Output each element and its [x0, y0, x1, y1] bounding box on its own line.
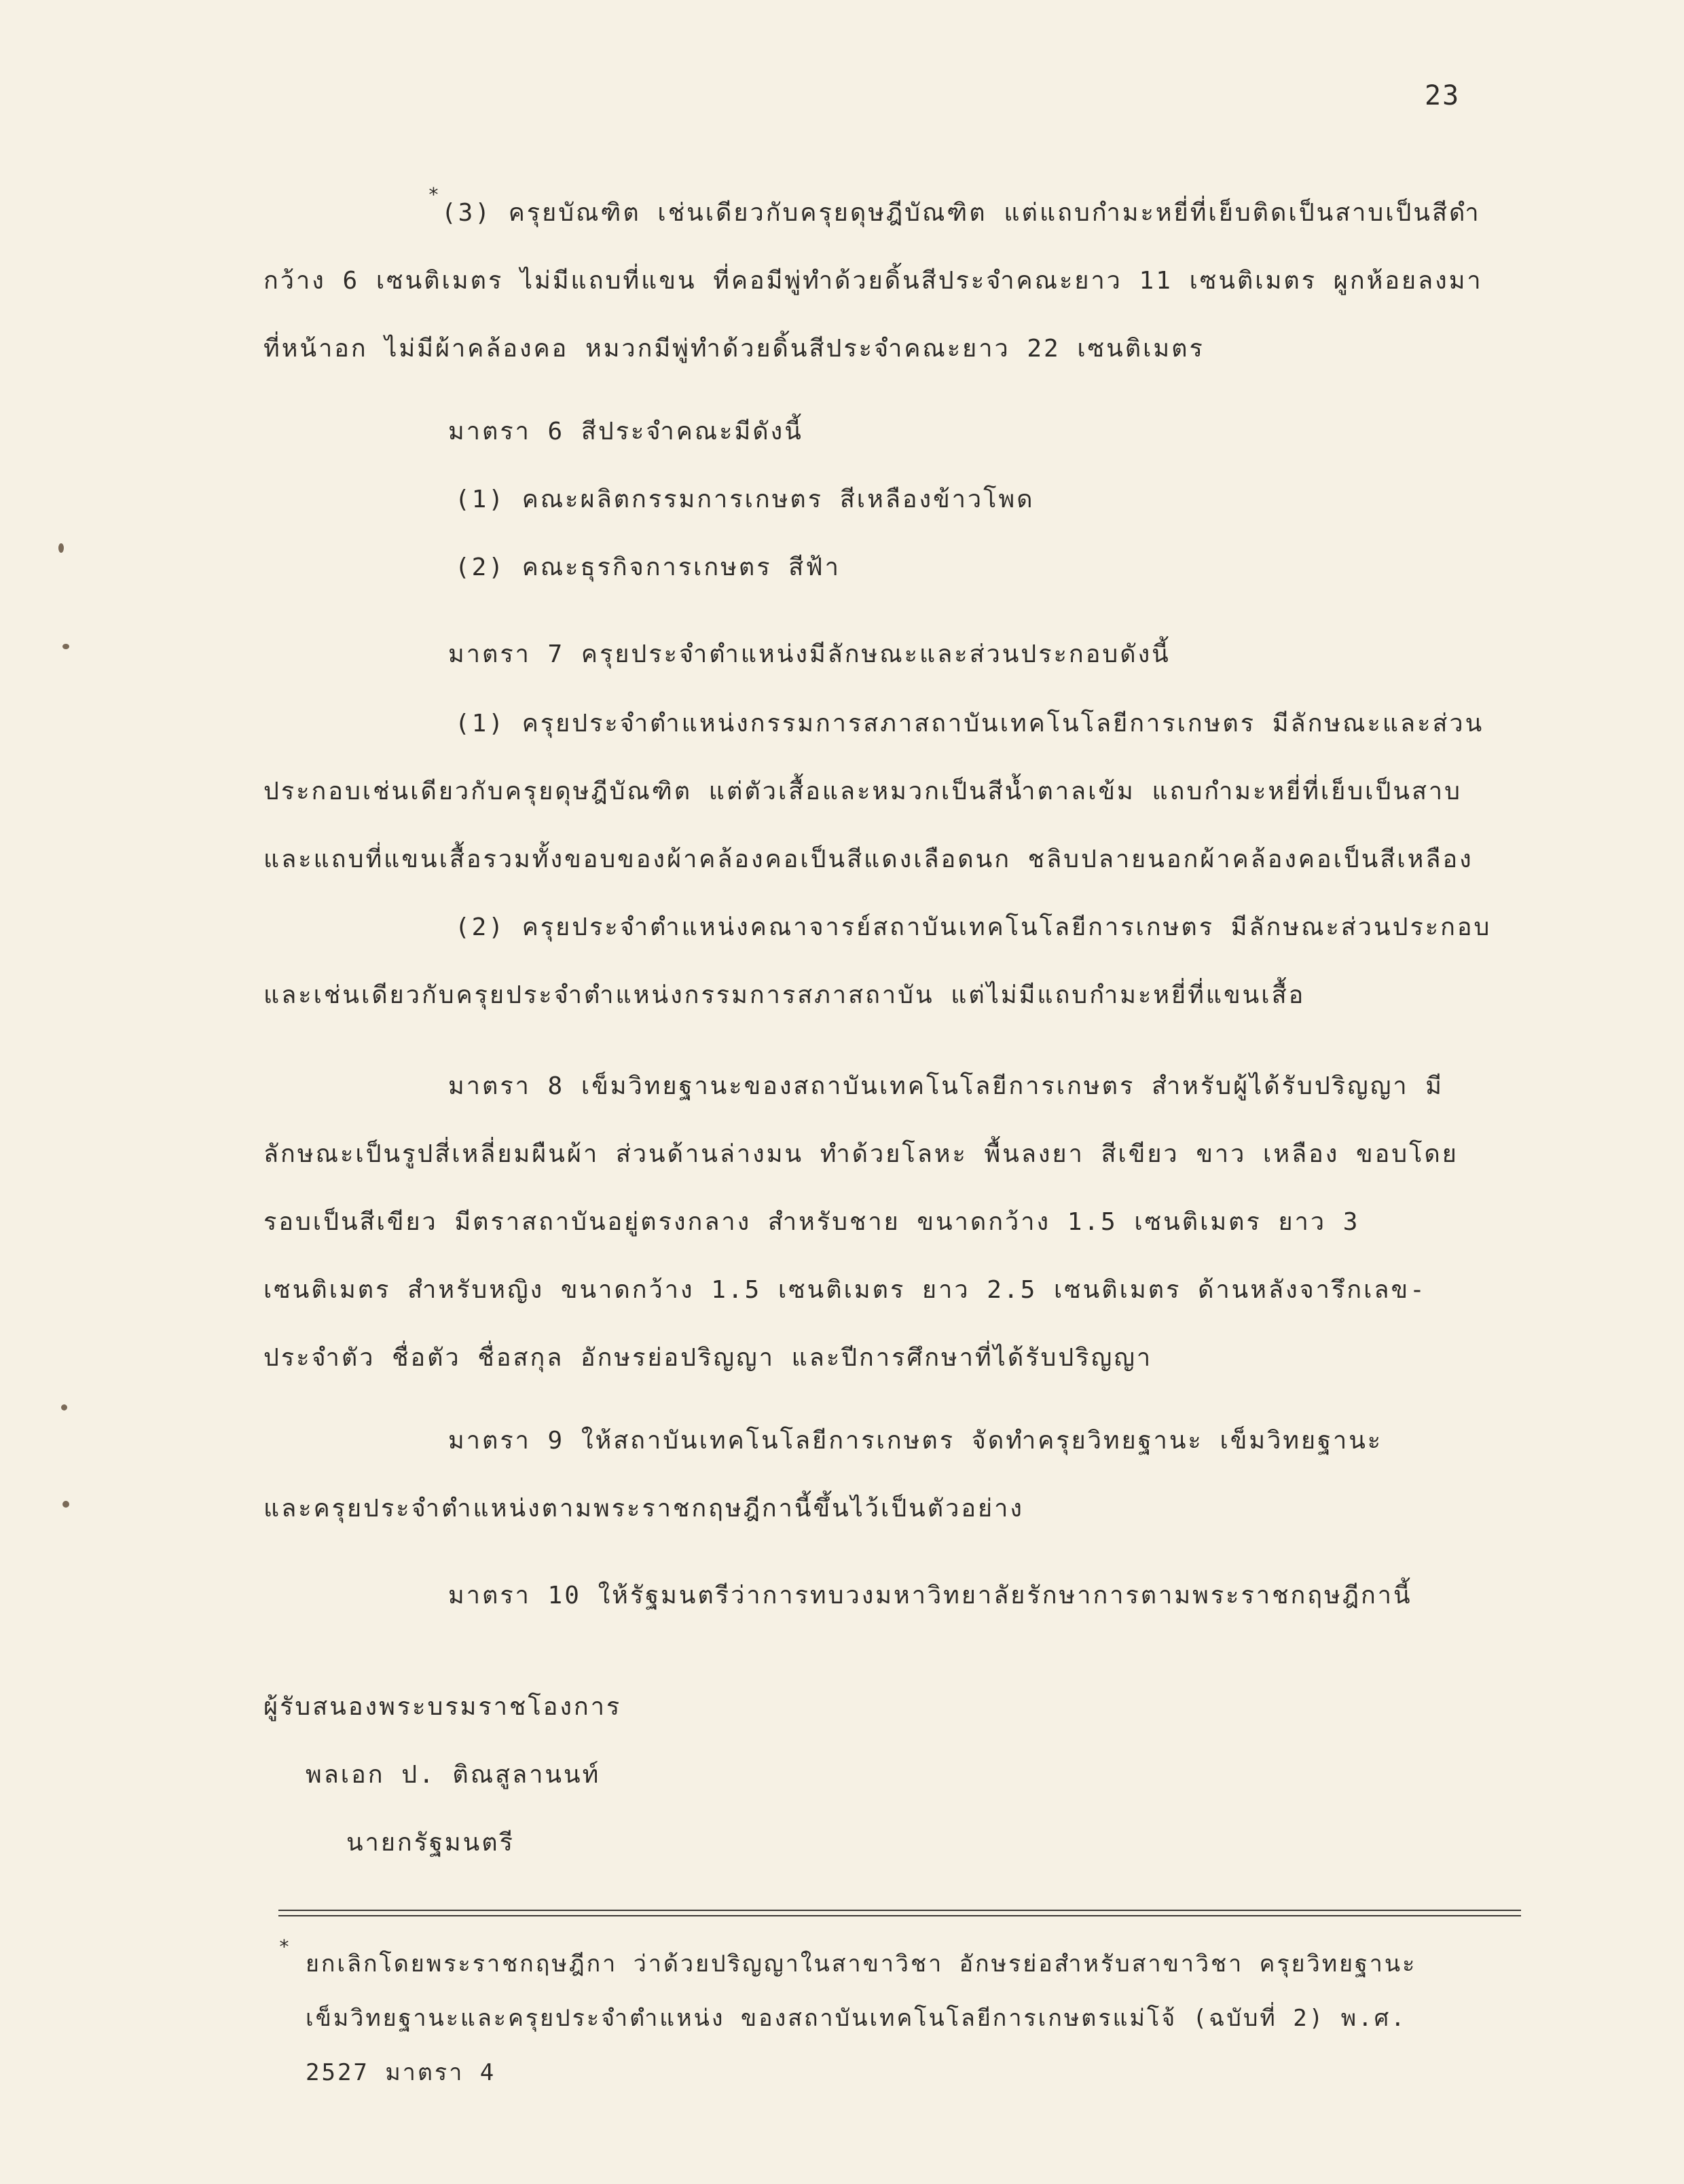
- list-item: (2) คณะธุรกิจการเกษตร สีฟ้า: [455, 553, 841, 581]
- margin-smudge: [62, 644, 69, 649]
- section-heading: มาตรา 7 ครุยประจำตำแหน่งมีลักษณะและส่วนประกอบดังนี้: [448, 640, 1171, 668]
- paragraph-line: ประกอบเช่นเดียวกับครุยดุษฎีบัณฑิต แต่ตัวเสื้อและหมวกเป็นสีน้ำตาลเข้ม แถบกำมะหยี่ที่เย็บเป็นสาบ: [263, 778, 1462, 805]
- margin-smudge: [58, 543, 64, 553]
- asterisk-marker: *: [428, 183, 439, 206]
- paragraph-line: และแถบที่แขนเสื้อรวมทั้งขอบของผ้าคล้องคอเป็นสีแดงเลือดนก ชลิบปลายนอกผ้าคล้องคอเป็นสีเหลือง: [263, 845, 1474, 873]
- paragraph-line: เซนติเมตร สำหรับหญิง ขนาดกว้าง 1.5 เซนติเมตร ยาว 2.5 เซนติเมตร ด้านหลังจารึกเลข-: [263, 1276, 1427, 1304]
- paragraph-line: (2) ครุยประจำตำแหน่งคณาจารย์สถาบันเทคโนโลยีการเกษตร มีลักษณะส่วนประกอบ: [455, 913, 1492, 941]
- paragraph-line: ลักษณะเป็นรูปสี่เหลี่ยมผืนผ้า ส่วนด้านล่างมน ทำด้วยโลหะ พื้นลงยา สีเขียว ขาว เหลือง ขอบโดย: [263, 1140, 1459, 1168]
- paragraph-line: และเช่นเดียวกับครุยประจำตำแหน่งกรรมการสภาสถาบัน แต่ไม่มีแถบกำมะหยี่ที่แขนเสื้อ: [263, 981, 1306, 1009]
- section-heading: มาตรา 6 สีประจำคณะมีดังนี้: [448, 418, 803, 445]
- signatory-title: นายกรัฐมนตรี: [346, 1829, 515, 1857]
- page-number: 23: [1425, 80, 1461, 111]
- list-item: (1) คณะผลิตกรรมการเกษตร สีเหลืองข้าวโพด: [455, 486, 1035, 513]
- paragraph-line: (3) ครุยบัณฑิต เช่นเดียวกับครุยดุษฎีบัณฑิต แต่แถบกำมะหยี่ที่เย็บติดเป็นสาบเป็นสีดำ: [441, 199, 1481, 227]
- signatory-name: พลเอก ป. ติณสูลานนท์: [306, 1761, 601, 1789]
- paragraph-line: กว้าง 6 เซนติเมตร ไม่มีแถบที่แขน ที่คอมีพู่ทำด้วยดิ้นสีประจำคณะยาว 11 เซนติเมตร ผูกห้อยลงมา: [263, 267, 1483, 295]
- paragraph-line: มาตรา 10 ให้รัฐมนตรีว่าการทบวงมหาวิทยาลัยรักษาการตามพระราชกฤษฎีกานี้: [448, 1582, 1412, 1609]
- paragraph-line: ที่หน้าอก ไม่มีผ้าคล้องคอ หมวกมีพู่ทำด้วยดิ้นสีประจำคณะยาว 22 เซนติเมตร: [263, 335, 1205, 363]
- footnote-rule: [278, 1910, 1521, 1911]
- countersign-label: ผู้รับสนองพระบรมราชโองการ: [263, 1693, 622, 1721]
- footnote-marker: *: [278, 1935, 290, 1958]
- margin-smudge: [61, 1404, 67, 1410]
- footnote-rule: [278, 1915, 1521, 1916]
- paragraph-line: รอบเป็นสีเขียว มีตราสถาบันอยู่ตรงกลาง สำหรับชาย ขนาดกว้าง 1.5 เซนติเมตร ยาว 3: [263, 1208, 1360, 1236]
- paragraph-line: ประจำตัว ชื่อตัว ชื่อสกุล อักษรย่อปริญญา และปีการศึกษาที่ได้รับปริญญา: [263, 1344, 1153, 1372]
- paragraph-line: มาตรา 8 เข็มวิทยฐานะของสถาบันเทคโนโลยีการเกษตร สำหรับผู้ได้รับปริญญา มี: [448, 1072, 1444, 1100]
- footnote-line: ยกเลิกโดยพระราชกฤษฎีกา ว่าด้วยปริญญาในสาขาวิชา อักษรย่อสำหรับสาขาวิชา ครุยวิทยฐานะ: [306, 1950, 1417, 1978]
- paragraph-line: และครุยประจำตำแหน่งตามพระราชกฤษฎีกานี้ขึ้นไว้เป็นตัวอย่าง: [263, 1495, 1024, 1523]
- footnote-line: เข็มวิทยฐานะและครุยประจำตำแหน่ง ของสถาบันเทคโนโลยีการเกษตรแม่โจ้ (ฉบับที่ 2) พ.ศ.: [306, 2005, 1407, 2032]
- paragraph-line: (1) ครุยประจำตำแหน่งกรรมการสภาสถาบันเทคโนโลยีการเกษตร มีลักษณะและส่วน: [455, 710, 1484, 738]
- margin-smudge: [62, 1501, 69, 1508]
- paragraph-line: มาตรา 9 ให้สถาบันเทคโนโลยีการเกษตร จัดทำครุยวิทยฐานะ เข็มวิทยฐานะ: [448, 1427, 1383, 1455]
- footnote-line: 2527 มาตรา 4: [306, 2059, 496, 2086]
